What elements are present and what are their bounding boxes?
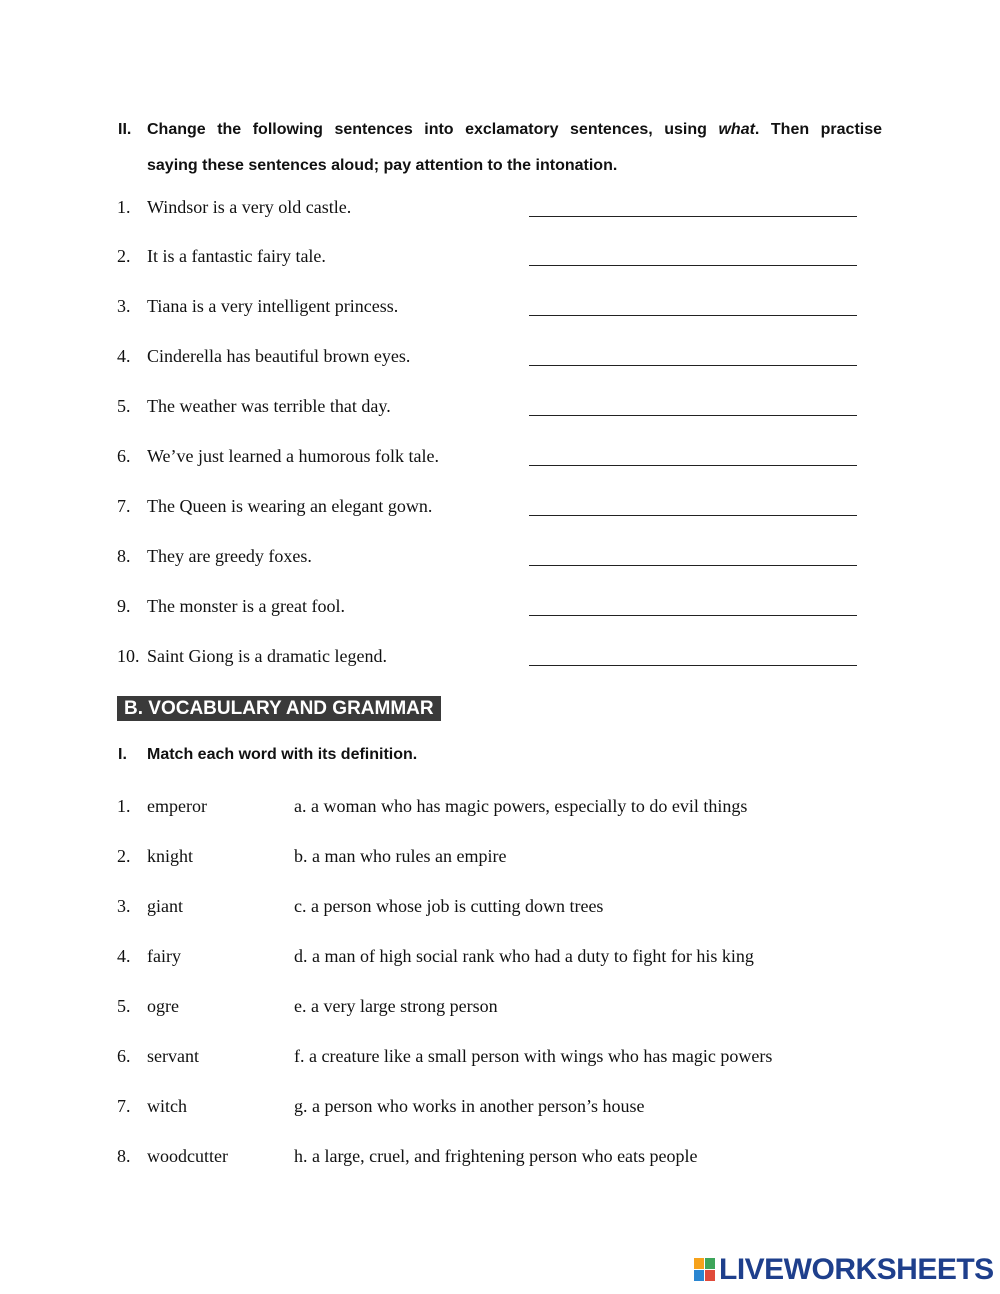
instruction-text: Change the following sentences into exclamatory sentences, using xyxy=(147,121,707,138)
exercise-item xyxy=(0,644,1000,668)
item-number: 6. xyxy=(117,1046,131,1066)
item-number: 4. xyxy=(117,946,131,966)
logo-text: LIVEWORKSHEETS xyxy=(719,1253,994,1286)
section-number: II. xyxy=(118,121,132,138)
matching-item xyxy=(0,1144,1000,1168)
instruction-line-2: saying these sentences aloud; pay attention to the intonation. xyxy=(147,157,618,174)
exercise-item xyxy=(0,294,1000,318)
item-number: 5. xyxy=(117,396,131,416)
answer-input[interactable] xyxy=(529,295,857,316)
item-number: 2. xyxy=(117,246,131,266)
item-sentence: Cinderella has beautiful brown eyes. xyxy=(147,346,411,366)
definition: f. a creature like a small person with wings who has magic powers xyxy=(294,1046,773,1066)
item-number: 4. xyxy=(117,346,131,366)
matching-item xyxy=(0,1044,1000,1068)
matching-item xyxy=(0,944,1000,968)
answer-input[interactable] xyxy=(529,595,857,616)
item-number: 5. xyxy=(117,996,131,1016)
definition: e. a very large strong person xyxy=(294,996,498,1016)
exercise-item xyxy=(0,195,1000,219)
vocab-word: knight xyxy=(147,846,194,866)
item-number: 7. xyxy=(117,496,131,516)
matching-instruction: Match each word with its definition. xyxy=(147,746,418,763)
definition: c. a person whose job is cutting down trees xyxy=(294,896,604,916)
section-title-banner: B. VOCABULARY AND GRAMMAR xyxy=(117,696,441,721)
exercise-item xyxy=(0,594,1000,618)
exercise-item xyxy=(0,394,1000,418)
answer-input[interactable] xyxy=(529,645,857,666)
item-number: 7. xyxy=(117,1096,131,1116)
item-sentence: Tiana is a very intelligent princess. xyxy=(147,296,399,316)
answer-input[interactable] xyxy=(529,196,857,217)
definition: g. a person who works in another person’s house xyxy=(294,1096,645,1116)
vocab-word: emperor xyxy=(147,796,207,816)
answer-input[interactable] xyxy=(529,345,857,366)
item-sentence: Saint Giong is a dramatic legend. xyxy=(147,646,387,666)
exercise-item xyxy=(0,494,1000,518)
item-number: 2. xyxy=(117,846,131,866)
item-sentence: Windsor is a very old castle. xyxy=(147,197,352,217)
matching-item xyxy=(0,894,1000,918)
item-number: 3. xyxy=(117,896,131,916)
definition: h. a large, cruel, and frightening person who eats people xyxy=(294,1146,698,1166)
definition: a. a woman who has magic powers, especially to do evil things xyxy=(294,796,748,816)
item-number: 8. xyxy=(117,546,131,566)
item-number: 1. xyxy=(117,197,131,217)
item-number: 10. xyxy=(117,646,140,666)
item-number: 6. xyxy=(117,446,131,466)
answer-input[interactable] xyxy=(529,495,857,516)
instruction-text-end: . Then practise xyxy=(754,121,883,138)
exercise-item xyxy=(0,244,1000,268)
vocab-word: giant xyxy=(147,896,183,916)
exercise-item xyxy=(0,444,1000,468)
vocab-word: fairy xyxy=(147,946,181,966)
vocab-word: servant xyxy=(147,1046,199,1066)
item-sentence: It is a fantastic fairy tale. xyxy=(147,246,326,266)
liveworksheets-logo-icon xyxy=(694,1258,716,1282)
exercise-item xyxy=(0,544,1000,568)
instruction-emphasis: what xyxy=(718,121,755,138)
item-sentence: They are greedy foxes. xyxy=(147,546,312,566)
vocab-word: witch xyxy=(147,1096,187,1116)
vocab-word: ogre xyxy=(147,996,179,1016)
definition: b. a man who rules an empire xyxy=(294,846,507,866)
item-sentence: The weather was terrible that day. xyxy=(147,396,391,416)
answer-input[interactable] xyxy=(529,395,857,416)
item-number: 1. xyxy=(117,796,131,816)
answer-input[interactable] xyxy=(529,245,857,266)
item-number: 8. xyxy=(117,1146,131,1166)
item-sentence: The monster is a great fool. xyxy=(147,596,345,616)
matching-item xyxy=(0,794,1000,818)
matching-item xyxy=(0,844,1000,868)
definition: d. a man of high social rank who had a duty to fight for his king xyxy=(294,946,754,966)
exercise-item xyxy=(0,344,1000,368)
item-sentence: The Queen is wearing an elegant gown. xyxy=(147,496,433,516)
instruction-line-1 xyxy=(147,120,882,140)
matching-item xyxy=(0,1094,1000,1118)
item-sentence: We’ve just learned a humorous folk tale. xyxy=(147,446,439,466)
vocab-word: woodcutter xyxy=(147,1146,228,1166)
matching-item xyxy=(0,994,1000,1018)
item-number: 9. xyxy=(117,596,131,616)
liveworksheets-logo xyxy=(694,1254,994,1286)
answer-input[interactable] xyxy=(529,545,857,566)
matching-number: I. xyxy=(118,746,127,763)
item-number: 3. xyxy=(117,296,131,316)
answer-input[interactable] xyxy=(529,445,857,466)
